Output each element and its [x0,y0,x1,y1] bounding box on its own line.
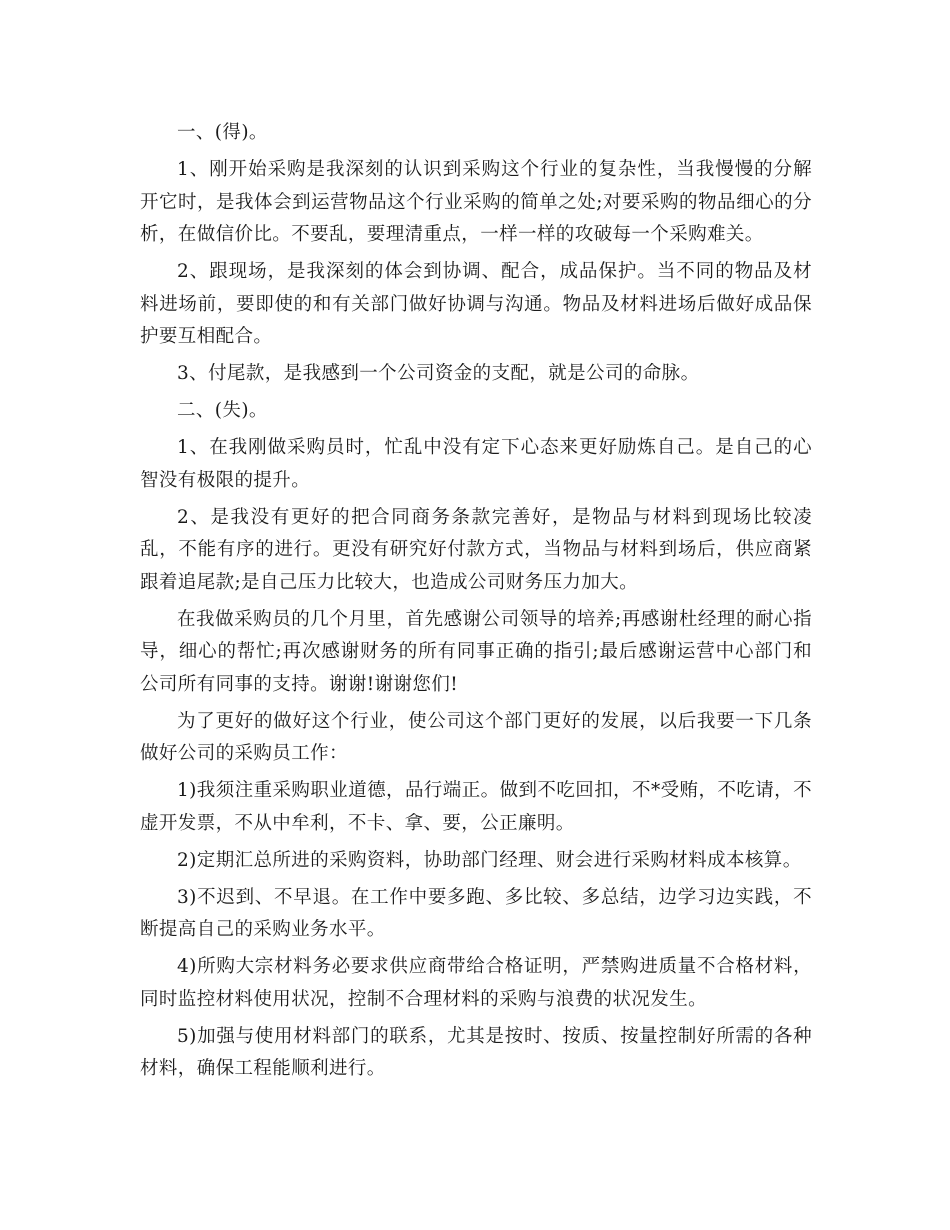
paragraph-gain-2: 2、跟现场，是我深刻的体会到协调、配合，成品保护。当不同的物品及材料进场前，要即使的和有关部门做好协调与沟通。物品及材料进场后做好成品保护要互相配合。 [140,261,812,347]
paragraph-plan-5: 5)加强与使用材料部门的联系，尤其是按时、按质、按量控制好所需的各种材料，确保工程能顺利进行。 [140,1025,812,1079]
paragraph-plan-intro: 为了更好的做好这个行业，使公司这个部门更好的发展，以后我要一下几条做好公司的采购员工作： [140,710,812,764]
section-heading-losses: 二、(失)。 [177,400,268,421]
paragraph-plan-4: 4)所购大宗材料务必要求供应商带给合格证明，严禁购进质量不合格材料，同时监控材料使用状况，控制不合理材料的采购与浪费的状况发生。 [140,956,812,1010]
document-body [140,117,812,1090]
paragraph-gain-3: 3、付尾款，是我感到一个公司资金的支配，就是公司的命脉。 [177,363,700,384]
paragraph-plan-3: 3)不迟到、不早退。在工作中要多跑、多比较、多总结，边学习边实践，不断提高自己的采购业务水平。 [140,886,812,940]
paragraph-gain-1: 1、刚开始采购是我深刻的认识到采购这个行业的复杂性，当我慢慢的分解开它时，是我体会到运营物品这个行业采购的简单之处;对要采购的物品细心的分析，在做信价比。不要乱，要理清重点，一样一样的攻破每一个采购难关。 [140,159,812,245]
section-heading-gains: 一、(得)。 [177,122,268,143]
paragraph-thanks: 在我做采购员的几个月里，首先感谢公司领导的培养;再感谢杜经理的耐心指导，细心的帮忙;再次感谢财务的所有同事正确的指引;最后感谢运营中心部门和公司所有同事的支持。谢谢!谢谢您们! [140,608,812,695]
paragraph-loss-2: 2、是我没有更好的把合同商务条款完善好，是物品与材料到现场比较凌乱，不能有序的进行。更没有研究好付款方式，当物品与材料到场后，供应商紧跟着追尾款;是自己压力比较大，也造成公司财务压力加大。 [140,506,812,593]
paragraph-plan-2: 2)定期汇总所进的采购资料，协助部门经理、财会进行采购材料成本核算。 [177,849,802,871]
paragraph-loss-1: 1、在我刚做采购员时，忙乱中没有定下心态来更好励炼自己。是自己的心智没有极限的提升。 [140,437,812,491]
paragraph-plan-1: 1)我须注重采购职业道德，品行端正。做到不吃回扣，不*受贿，不吃请，不虚开发票，不从中牟利，不卡、拿、要，公正廉明。 [140,780,812,834]
